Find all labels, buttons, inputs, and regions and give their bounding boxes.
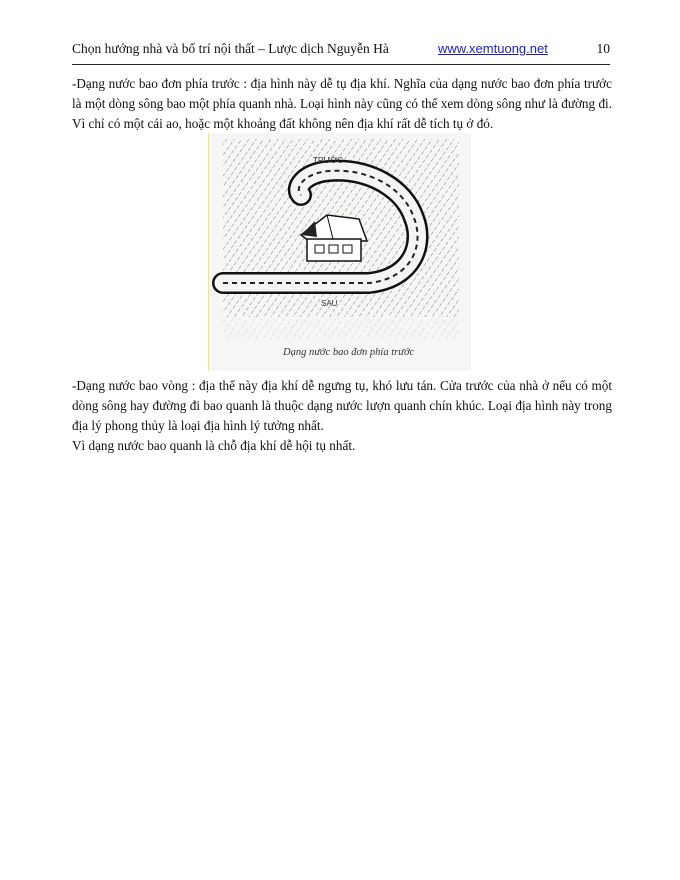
page-header xyxy=(72,41,610,59)
paragraph-conclusion: Vì dạng nước bao quanh là chỗ địa khí dễ hội tụ nhất. xyxy=(72,438,356,453)
paragraph-surrounding-water: -Dạng nước bao vòng : địa thế này địa khí dễ ngưng tụ, khó lưu tán. Cửa trước của nhà ở nếu có một dòng sông hay đường đi bao quanh là thuộc dạng nước lượn quanh chín khúc. Loại địa hình này trong địa lý phong thủy là loại địa hình lý tưởng nhất. xyxy=(72,378,612,433)
figure-caption: Dạng nước bao đơn phía trước xyxy=(283,347,415,358)
figure-label-front: TRƯỚC xyxy=(313,156,344,165)
paragraph-single-front-water: -Dạng nước bao đơn phía trước : địa hình này dễ tụ địa khí. Nghĩa của dạng nước bao đơn phía trước là một dòng sông bao một phía quanh nhà. Loại hình này cũng có thể xem dòng sông như là đường đi. Vì chỉ có một cái ao, hoặc một khoảng đất không nên địa khí rất dễ tích tụ ở đó. xyxy=(72,76,612,131)
page-number: 10 xyxy=(596,41,610,56)
figure-illustration xyxy=(209,133,471,371)
header-divider xyxy=(72,64,610,65)
header-site-link[interactable]: www.xemtuong.net xyxy=(438,41,548,56)
figure-single-front-water xyxy=(208,133,471,371)
figure-label-back: SAU xyxy=(321,299,338,308)
lower-ground-strip xyxy=(223,319,459,339)
header-title: Chọn hướng nhà và bố trí nội thất – Lược dịch Nguyễn Hà xyxy=(72,41,389,56)
